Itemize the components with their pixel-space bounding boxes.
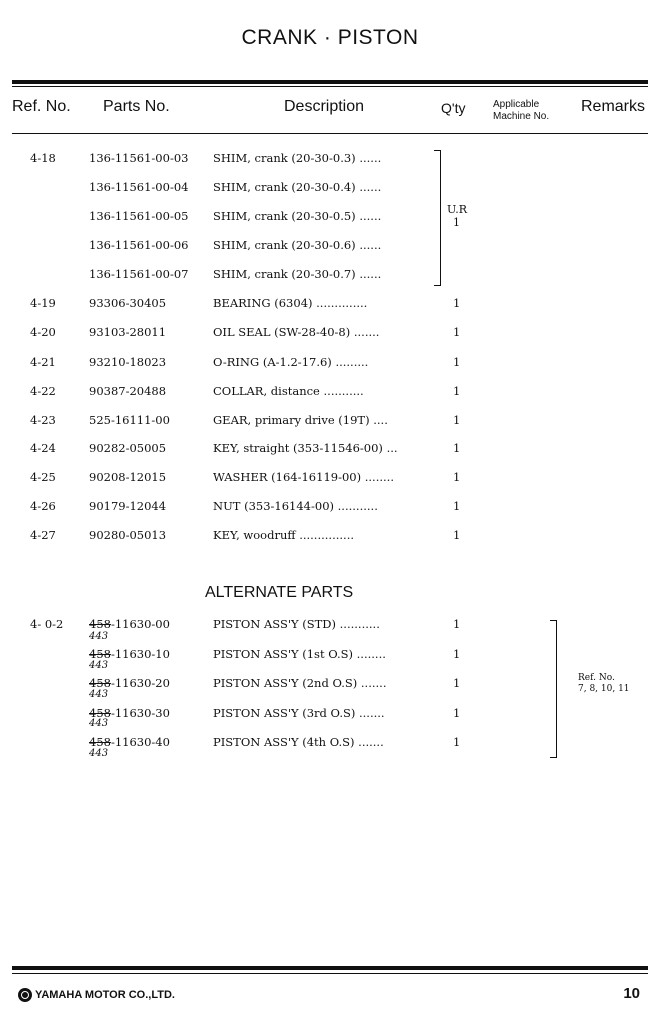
parts-no [89, 617, 170, 631]
table-row [0, 413, 660, 433]
qty: 1 [453, 325, 461, 339]
table-row [0, 180, 660, 200]
ref-no: 4- 0-2 [30, 617, 64, 631]
parts-no-suffix: -11630-40 [110, 735, 170, 749]
ref-no: 4-23 [30, 413, 56, 427]
yamaha-logo-icon [18, 988, 32, 1002]
qty: 1 [453, 647, 461, 661]
table-row [0, 151, 660, 171]
shim-bracket [434, 150, 441, 286]
footer-company [18, 988, 175, 1002]
handwritten-correction: 443 [89, 718, 109, 729]
parts-no: 93210-18023 [89, 355, 167, 369]
ref-no: 4-18 [30, 151, 56, 165]
qty: 1 [453, 296, 461, 310]
ref-no: 4-25 [30, 470, 56, 484]
page-number: 10 [623, 985, 640, 1002]
parts-no-suffix: -11630-00 [110, 617, 170, 631]
table-row [0, 470, 660, 490]
parts-no: 90387-20488 [89, 384, 167, 398]
parts-no: 90280-05013 [89, 528, 167, 542]
parts-no: 93103-28011 [89, 325, 167, 339]
table-row [0, 384, 660, 404]
page-title: CRANK · PISTON [241, 26, 419, 49]
description: PISTON ASS'Y (STD) ........... [213, 617, 380, 631]
struck-prefix: 458 [89, 735, 111, 749]
table-row [0, 325, 660, 345]
parts-no: 90179-12044 [89, 499, 167, 513]
parts-no: 136-11561-00-04 [89, 180, 189, 194]
table-row [0, 209, 660, 229]
header-rule-bottom [12, 133, 648, 134]
qty: 1 [453, 706, 461, 720]
description: OIL SEAL (SW-28-40-8) ....... [213, 325, 380, 339]
footer-rule-thin [12, 973, 648, 974]
parts-no [89, 647, 170, 661]
parts-no-suffix: -11630-20 [110, 676, 170, 690]
shim-qty-note [447, 203, 467, 229]
company-name: YAMAHA MOTOR CO.,LTD. [35, 989, 175, 1001]
description: COLLAR, distance ........... [213, 384, 364, 398]
description: SHIM, crank (20-30-0.3) ...... [213, 151, 382, 165]
table-row [0, 528, 660, 548]
description: GEAR, primary drive (19T) .... [213, 413, 388, 427]
description: NUT (353-16144-00) ........... [213, 499, 378, 513]
shim-qty-line2: 1 [453, 216, 460, 229]
handwritten-correction: 443 [89, 631, 109, 642]
description: PISTON ASS'Y (4th O.S) ....... [213, 735, 384, 749]
table-row [0, 441, 660, 461]
struck-prefix: 458 [89, 706, 111, 720]
description: PISTON ASS'Y (2nd O.S) ....... [213, 676, 387, 690]
footer-rule [12, 966, 648, 970]
header-parts-no: Parts No. [103, 98, 170, 115]
qty: 1 [453, 470, 461, 484]
ref-no: 4-20 [30, 325, 56, 339]
description: SHIM, crank (20-30-0.4) ...... [213, 180, 382, 194]
handwritten-correction: 443 [89, 748, 109, 759]
handwritten-correction: 443 [89, 689, 109, 700]
parts-no-suffix: -11630-10 [110, 647, 170, 661]
alt-note-line1: Ref. No. [578, 673, 615, 683]
parts-no: 90282-05005 [89, 441, 167, 455]
qty: 1 [453, 735, 461, 749]
shim-qty-line1: U.R [447, 203, 468, 216]
header-rule-top [12, 80, 648, 84]
parts-no: 90208-12015 [89, 470, 167, 484]
parts-no-suffix: -11630-30 [110, 706, 170, 720]
qty: 1 [453, 441, 461, 455]
parts-no: 525-16111-00 [89, 413, 170, 427]
description: SHIM, crank (20-30-0.6) ...... [213, 238, 382, 252]
qty: 1 [453, 528, 461, 542]
struck-prefix: 458 [89, 647, 111, 661]
qty: 1 [453, 413, 461, 427]
header-applicable-line2: Machine No. [493, 111, 550, 122]
ref-no: 4-26 [30, 499, 56, 513]
struck-prefix: 458 [89, 617, 111, 631]
parts-no: 136-11561-00-07 [89, 267, 189, 281]
ref-no: 4-19 [30, 296, 56, 310]
parts-no [89, 735, 170, 749]
ref-no: 4-22 [30, 384, 56, 398]
ref-no: 4-24 [30, 441, 56, 455]
qty: 1 [453, 499, 461, 513]
header-rule-top-thin [12, 86, 648, 87]
ref-no: 4-21 [30, 355, 56, 369]
header-qty: Q'ty [441, 100, 466, 116]
table-row [0, 296, 660, 316]
header-description: Description [284, 98, 365, 115]
ref-no: 4-27 [30, 528, 56, 542]
description: BEARING (6304) .............. [213, 296, 368, 310]
header-remarks: Remarks [581, 98, 646, 115]
parts-no: 93306-30405 [89, 296, 167, 310]
alternate-parts-title: ALTERNATE PARTS [205, 584, 354, 601]
parts-no: 136-11561-00-06 [89, 238, 189, 252]
description: WASHER (164-16119-00) ........ [213, 470, 394, 484]
alternate-bracket [550, 620, 557, 758]
qty: 1 [453, 355, 461, 369]
parts-no [89, 676, 170, 690]
table-row [0, 499, 660, 519]
qty: 1 [453, 384, 461, 398]
header-applicable-machine [493, 99, 549, 123]
table-row [0, 355, 660, 375]
table-row [0, 238, 660, 258]
description: SHIM, crank (20-30-0.7) ...... [213, 267, 382, 281]
description: SHIM, crank (20-30-0.5) ...... [213, 209, 382, 223]
qty: 1 [453, 676, 461, 690]
description: PISTON ASS'Y (1st O.S) ........ [213, 647, 386, 661]
qty: 1 [453, 617, 461, 631]
alt-note-line2: 7, 8, 10, 11 [578, 684, 630, 694]
description: PISTON ASS'Y (3rd O.S) ....... [213, 706, 385, 720]
description: KEY, woodruff ............... [213, 528, 355, 542]
header-applicable-line1: Applicable [493, 99, 540, 110]
description: KEY, straight (353-11546-00) ... [213, 441, 398, 455]
struck-prefix: 458 [89, 676, 111, 690]
table-row [0, 267, 660, 287]
description: O-RING (A-1.2-17.6) ......... [213, 355, 369, 369]
handwritten-correction: 443 [89, 660, 109, 671]
parts-no: 136-11561-00-05 [89, 209, 189, 223]
alternate-remarks-note [578, 673, 630, 695]
parts-no: 136-11561-00-03 [89, 151, 189, 165]
header-ref-no: Ref. No. [12, 98, 71, 115]
